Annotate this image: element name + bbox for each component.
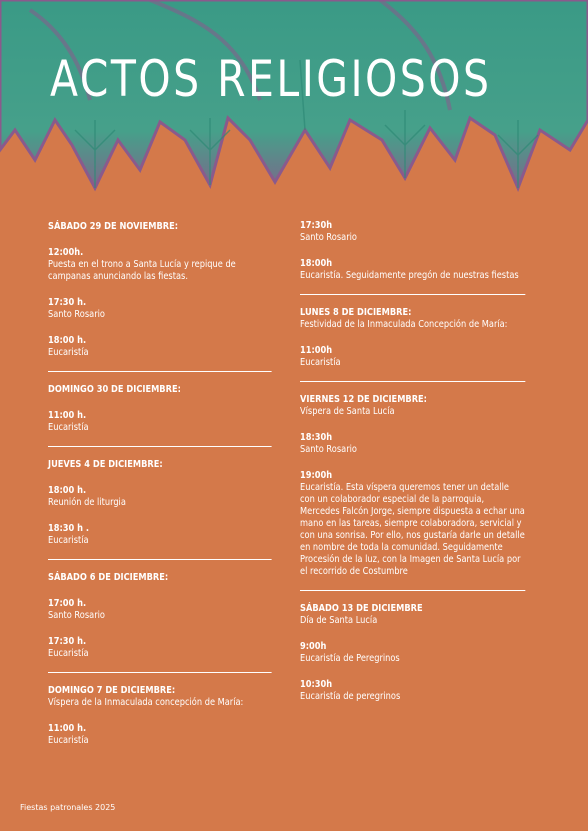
event-description: Puesta en el trono a Santa Lucía y repique de campanas anunciando las fiestas. — [48, 259, 236, 282]
day-section — [300, 307, 525, 369]
section-divider — [48, 672, 272, 673]
event-description: Eucaristía — [300, 357, 341, 368]
day-heading — [48, 459, 272, 471]
day-title: DOMINGO 7 DE DICIEMBRE: — [48, 685, 176, 696]
event-description: Eucaristía — [48, 735, 89, 746]
event-time: 10:30h — [300, 679, 333, 690]
event-description: Eucaristía — [48, 422, 89, 433]
event-item — [300, 679, 525, 703]
day-section — [48, 221, 272, 359]
left-column — [48, 221, 272, 761]
event-item — [300, 345, 525, 369]
event-item — [300, 432, 525, 456]
section-divider — [300, 381, 525, 382]
event-item — [300, 641, 525, 665]
event-time: 18:00 h. — [48, 485, 87, 496]
event-item — [300, 470, 525, 578]
event-description: Eucaristía de peregrinos — [300, 691, 401, 702]
event-item — [48, 485, 272, 509]
day-heading — [48, 685, 272, 709]
section-divider — [48, 559, 272, 560]
day-heading — [300, 394, 525, 418]
event-time: 17:00 h. — [48, 598, 87, 609]
event-item — [300, 258, 525, 282]
day-title: SÁBADO 29 DE NOVIEMBRE: — [48, 221, 179, 232]
day-section — [300, 220, 525, 282]
right-column — [300, 220, 525, 717]
day-title: VIERNES 12 DE DICIEMBRE: — [300, 394, 427, 405]
event-time: 12:00h. — [48, 247, 84, 258]
event-time: 11:00h — [300, 345, 333, 356]
event-description: Eucaristía de Peregrinos — [300, 653, 400, 664]
day-section — [48, 384, 272, 434]
day-section — [300, 603, 525, 703]
event-item — [300, 220, 525, 244]
day-title: SÁBADO 13 DE DICIEMBRE — [300, 603, 423, 614]
day-section — [48, 685, 272, 747]
day-subtitle: Víspera de Santa Lucía — [300, 406, 395, 417]
page-title: ACTOS RELIGIOSOS — [50, 50, 492, 108]
day-heading — [48, 384, 272, 396]
day-subtitle: Día de Santa Lucía — [300, 615, 378, 626]
day-heading — [300, 603, 525, 627]
section-divider — [300, 590, 525, 591]
day-heading — [48, 221, 272, 233]
day-section — [48, 572, 272, 660]
day-subtitle: Víspera de la Inmaculada concepción de María: — [48, 697, 244, 708]
event-item — [48, 335, 272, 359]
section-divider — [48, 371, 272, 372]
day-heading — [48, 572, 272, 584]
event-description: Eucaristía — [48, 648, 89, 659]
event-description: Santo Rosario — [48, 610, 105, 621]
event-description: Eucaristía. Esta víspera queremos tener un detalle con un colaborador especial de la parroquia, Mercedes Falcón Jorge, siempre dispuesta a echar una mano en las tareas, siempre colaboradora, servicial y con una sonrisa. Por ello, nos gustaría darle un detalle en nombre de toda la comunidad. Seguidamente Procesión de la luz, con la Imagen de Santa Lucía por el recorrido de Costumbre — [300, 482, 525, 577]
section-divider — [48, 446, 272, 447]
event-time: 18:00 h. — [48, 335, 87, 346]
event-item — [48, 598, 272, 622]
section-divider — [300, 294, 525, 295]
event-description: Santo Rosario — [300, 444, 357, 455]
day-title: DOMINGO 30 DE DICIEMBRE: — [48, 384, 181, 395]
footer-text: Fiestas patronales 2025 — [20, 803, 116, 812]
event-description: Santo Rosario — [48, 309, 105, 320]
right-column-content — [300, 220, 525, 703]
event-time: 17:30 h. — [48, 636, 87, 647]
day-title: JUEVES 4 DE DICIEMBRE: — [48, 459, 163, 470]
event-time: 17:30 h. — [48, 297, 87, 308]
event-description: Eucaristía — [48, 535, 89, 546]
left-column-content — [48, 221, 272, 747]
event-description: Reunión de liturgia — [48, 497, 126, 508]
event-time: 18:30h — [300, 432, 333, 443]
event-time: 11:00 h. — [48, 723, 87, 734]
event-time: 18:00h — [300, 258, 333, 269]
event-item — [48, 410, 272, 434]
event-description: Eucaristía. Seguidamente pregón de nuestras fiestas — [300, 270, 519, 281]
event-time: 9:00h — [300, 641, 327, 652]
day-title: SÁBADO 6 DE DICIEMBRE: — [48, 572, 169, 583]
event-time: 11:00 h. — [48, 410, 87, 421]
day-title: LUNES 8 DE DICIEMBRE: — [300, 307, 412, 318]
day-subtitle: Festividad de la Inmaculada Concepción de María: — [300, 319, 508, 330]
event-description: Eucaristía — [48, 347, 89, 358]
day-heading — [300, 307, 525, 331]
event-time: 17:30h — [300, 220, 333, 231]
event-description: Santo Rosario — [300, 232, 357, 243]
event-item — [48, 297, 272, 321]
day-section — [48, 459, 272, 547]
event-item — [48, 636, 272, 660]
event-time: 18:30 h . — [48, 523, 90, 534]
event-time: 19:00h — [300, 470, 333, 481]
day-section — [300, 394, 525, 578]
event-item — [48, 247, 272, 283]
event-item — [48, 723, 272, 747]
event-item — [48, 523, 272, 547]
